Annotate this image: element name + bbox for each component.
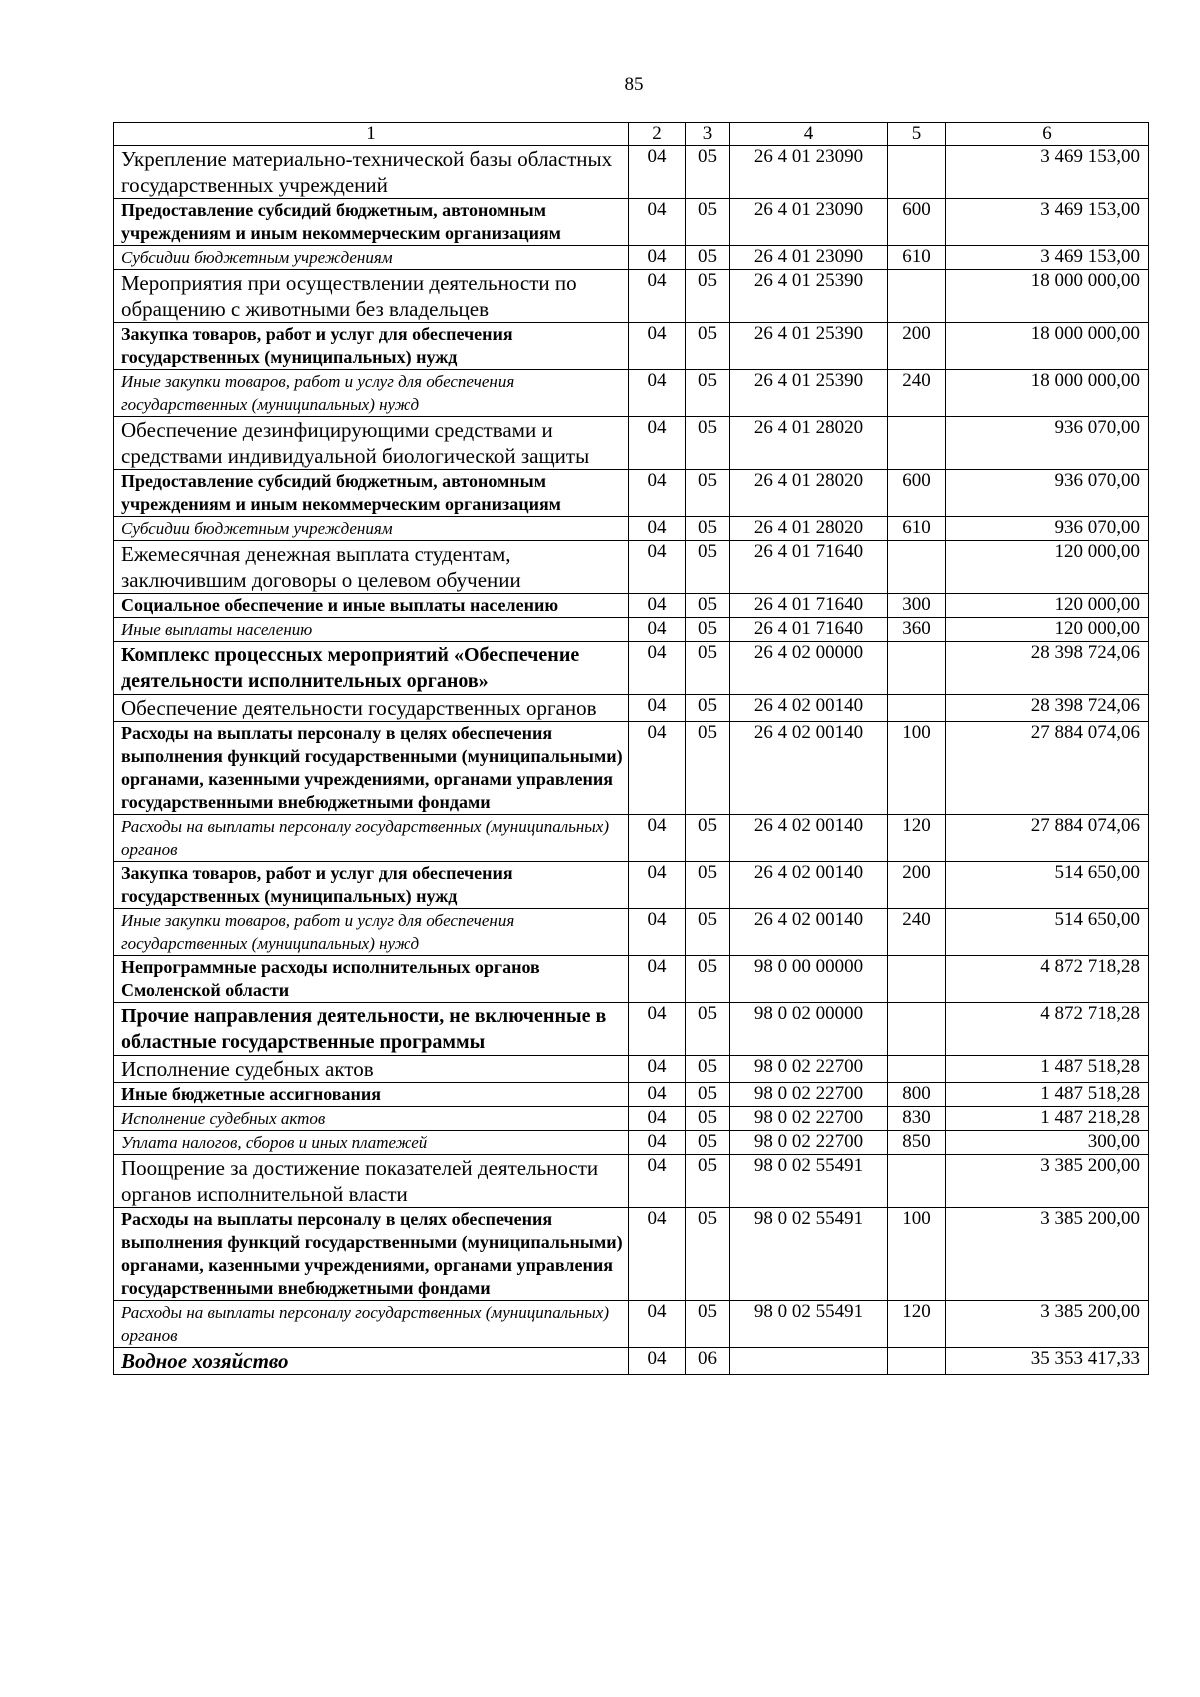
expense-type-cell: 120 bbox=[888, 1301, 946, 1348]
amount-cell: 514 650,00 bbox=[946, 909, 1149, 956]
amount-cell: 18 000 000,00 bbox=[946, 323, 1149, 370]
amount-cell: 4 872 718,28 bbox=[946, 956, 1149, 1003]
section-code-cell: 04 bbox=[629, 146, 686, 199]
amount-cell: 1 487 518,28 bbox=[946, 1083, 1149, 1107]
section-code-cell: 04 bbox=[629, 1131, 686, 1155]
subsection-code-cell: 05 bbox=[686, 417, 730, 470]
amount-cell: 35 353 417,33 bbox=[946, 1348, 1149, 1375]
amount-cell: 28 398 724,06 bbox=[946, 642, 1149, 695]
section-code-cell: 04 bbox=[629, 323, 686, 370]
target-article-cell: 26 4 02 00140 bbox=[730, 862, 888, 909]
row-name-cell: Исполнение судебных актов bbox=[114, 1056, 629, 1083]
row-name-cell: Водное хозяйство bbox=[114, 1348, 629, 1375]
table-row bbox=[114, 417, 1149, 470]
table-row bbox=[114, 517, 1149, 541]
target-article-cell: 98 0 02 22700 bbox=[730, 1107, 888, 1131]
section-code-cell: 04 bbox=[629, 470, 686, 517]
column-header: 3 bbox=[686, 123, 730, 146]
expense-type-cell: 610 bbox=[888, 517, 946, 541]
row-name-cell: Обеспечение дезинфицирующими средствами и средствами индивидуальной биологической защиты bbox=[114, 417, 629, 470]
expense-type-cell: 850 bbox=[888, 1131, 946, 1155]
table-row bbox=[114, 594, 1149, 618]
amount-cell: 4 872 718,28 bbox=[946, 1003, 1149, 1056]
expense-type-cell: 100 bbox=[888, 722, 946, 815]
section-code-cell: 04 bbox=[629, 246, 686, 270]
table-row bbox=[114, 642, 1149, 695]
section-code-cell: 04 bbox=[629, 1208, 686, 1301]
section-code-cell: 04 bbox=[629, 541, 686, 594]
target-article-cell: 26 4 01 23090 bbox=[730, 199, 888, 246]
section-code-cell: 04 bbox=[629, 1107, 686, 1131]
expense-type-cell: 300 bbox=[888, 594, 946, 618]
subsection-code-cell: 05 bbox=[686, 541, 730, 594]
table-row bbox=[114, 722, 1149, 815]
subsection-code-cell: 05 bbox=[686, 618, 730, 642]
target-article-cell: 98 0 02 55491 bbox=[730, 1208, 888, 1301]
table-row bbox=[114, 199, 1149, 246]
expense-type-cell bbox=[888, 956, 946, 1003]
expense-type-cell: 830 bbox=[888, 1107, 946, 1131]
section-code-cell: 04 bbox=[629, 722, 686, 815]
target-article-cell: 98 0 02 55491 bbox=[730, 1301, 888, 1348]
subsection-code-cell: 05 bbox=[686, 956, 730, 1003]
target-article-cell: 26 4 01 71640 bbox=[730, 618, 888, 642]
subsection-code-cell: 05 bbox=[686, 1301, 730, 1348]
target-article-cell: 98 0 02 55491 bbox=[730, 1155, 888, 1208]
target-article-cell: 98 0 02 22700 bbox=[730, 1083, 888, 1107]
column-header: 1 bbox=[114, 123, 629, 146]
amount-cell: 936 070,00 bbox=[946, 517, 1149, 541]
row-name-cell: Субсидии бюджетным учреждениям bbox=[114, 517, 629, 541]
subsection-code-cell: 05 bbox=[686, 199, 730, 246]
subsection-code-cell: 05 bbox=[686, 642, 730, 695]
subsection-code-cell: 05 bbox=[686, 1208, 730, 1301]
table-row bbox=[114, 541, 1149, 594]
expense-type-cell bbox=[888, 1003, 946, 1056]
row-name-cell: Иные выплаты населению bbox=[114, 618, 629, 642]
row-name-cell: Прочие направления деятельности, не включенные в областные государственные программы bbox=[114, 1003, 629, 1056]
amount-cell: 18 000 000,00 bbox=[946, 370, 1149, 417]
row-name-cell: Предоставление субсидий бюджетным, автономным учреждениям и иным некоммерческим организациям bbox=[114, 199, 629, 246]
subsection-code-cell: 05 bbox=[686, 1056, 730, 1083]
expense-type-cell bbox=[888, 642, 946, 695]
section-code-cell: 04 bbox=[629, 1003, 686, 1056]
subsection-code-cell: 06 bbox=[686, 1348, 730, 1375]
row-name-cell: Обеспечение деятельности государственных органов bbox=[114, 695, 629, 722]
amount-cell: 3 385 200,00 bbox=[946, 1155, 1149, 1208]
subsection-code-cell: 05 bbox=[686, 1131, 730, 1155]
table-row bbox=[114, 1208, 1149, 1301]
amount-cell: 1 487 518,28 bbox=[946, 1056, 1149, 1083]
subsection-code-cell: 05 bbox=[686, 594, 730, 618]
row-name-cell: Расходы на выплаты персоналу в целях обеспечения выполнения функций государственными (муниципальными) органами, казенными учреждениями, органами управления государственными внебюджетными фондами bbox=[114, 722, 629, 815]
target-article-cell: 26 4 01 71640 bbox=[730, 594, 888, 618]
subsection-code-cell: 05 bbox=[686, 1083, 730, 1107]
section-code-cell: 04 bbox=[629, 909, 686, 956]
section-code-cell: 04 bbox=[629, 417, 686, 470]
table-row bbox=[114, 956, 1149, 1003]
table-row bbox=[114, 270, 1149, 323]
section-code-cell: 04 bbox=[629, 1155, 686, 1208]
expense-type-cell: 120 bbox=[888, 815, 946, 862]
subsection-code-cell: 05 bbox=[686, 695, 730, 722]
target-article-cell: 26 4 01 28020 bbox=[730, 470, 888, 517]
expense-type-cell bbox=[888, 541, 946, 594]
amount-cell: 120 000,00 bbox=[946, 541, 1149, 594]
amount-cell: 3 385 200,00 bbox=[946, 1301, 1149, 1348]
subsection-code-cell: 05 bbox=[686, 270, 730, 323]
amount-cell: 514 650,00 bbox=[946, 862, 1149, 909]
table-row bbox=[114, 370, 1149, 417]
target-article-cell: 98 0 02 22700 bbox=[730, 1131, 888, 1155]
section-code-cell: 04 bbox=[629, 815, 686, 862]
subsection-code-cell: 05 bbox=[686, 862, 730, 909]
section-code-cell: 04 bbox=[629, 594, 686, 618]
row-name-cell: Исполнение судебных актов bbox=[114, 1107, 629, 1131]
table-row bbox=[114, 815, 1149, 862]
row-name-cell: Иные закупки товаров, работ и услуг для обеспечения государственных (муниципальных) нужд bbox=[114, 909, 629, 956]
row-name-cell: Расходы на выплаты персоналу государственных (муниципальных) органов bbox=[114, 815, 629, 862]
column-header: 2 bbox=[629, 123, 686, 146]
amount-cell: 18 000 000,00 bbox=[946, 270, 1149, 323]
target-article-cell: 26 4 02 00140 bbox=[730, 909, 888, 956]
expense-type-cell: 200 bbox=[888, 323, 946, 370]
target-article-cell: 98 0 02 22700 bbox=[730, 1056, 888, 1083]
subsection-code-cell: 05 bbox=[686, 909, 730, 956]
table-row bbox=[114, 1083, 1149, 1107]
section-code-cell: 04 bbox=[629, 517, 686, 541]
target-article-cell: 26 4 02 00140 bbox=[730, 722, 888, 815]
subsection-code-cell: 05 bbox=[686, 146, 730, 199]
subsection-code-cell: 05 bbox=[686, 370, 730, 417]
expense-type-cell: 240 bbox=[888, 909, 946, 956]
expense-type-cell bbox=[888, 146, 946, 199]
target-article-cell: 26 4 01 28020 bbox=[730, 417, 888, 470]
table-header-row bbox=[114, 123, 1149, 146]
row-name-cell: Иные закупки товаров, работ и услуг для обеспечения государственных (муниципальных) нужд bbox=[114, 370, 629, 417]
target-article-cell: 26 4 01 28020 bbox=[730, 517, 888, 541]
section-code-cell: 04 bbox=[629, 1348, 686, 1375]
target-article-cell: 98 0 00 00000 bbox=[730, 956, 888, 1003]
amount-cell: 120 000,00 bbox=[946, 594, 1149, 618]
row-name-cell: Уплата налогов, сборов и иных платежей bbox=[114, 1131, 629, 1155]
subsection-code-cell: 05 bbox=[686, 1155, 730, 1208]
target-article-cell: 26 4 02 00000 bbox=[730, 642, 888, 695]
expense-type-cell: 200 bbox=[888, 862, 946, 909]
row-name-cell: Мероприятия при осуществлении деятельности по обращению с животными без владельцев bbox=[114, 270, 629, 323]
row-name-cell: Поощрение за достижение показателей деятельности органов исполнительной власти bbox=[114, 1155, 629, 1208]
target-article-cell: 26 4 01 25390 bbox=[730, 323, 888, 370]
subsection-code-cell: 05 bbox=[686, 1107, 730, 1131]
section-code-cell: 04 bbox=[629, 199, 686, 246]
section-code-cell: 04 bbox=[629, 618, 686, 642]
target-article-cell: 98 0 02 00000 bbox=[730, 1003, 888, 1056]
amount-cell: 936 070,00 bbox=[946, 417, 1149, 470]
column-header: 5 bbox=[888, 123, 946, 146]
row-name-cell: Расходы на выплаты персоналу государственных (муниципальных) органов bbox=[114, 1301, 629, 1348]
amount-cell: 28 398 724,06 bbox=[946, 695, 1149, 722]
section-code-cell: 04 bbox=[629, 270, 686, 323]
row-name-cell: Непрограммные расходы исполнительных органов Смоленской области bbox=[114, 956, 629, 1003]
table-row bbox=[114, 246, 1149, 270]
amount-cell: 3 469 153,00 bbox=[946, 146, 1149, 199]
target-article-cell bbox=[730, 1348, 888, 1375]
column-header: 4 bbox=[730, 123, 888, 146]
amount-cell: 3 469 153,00 bbox=[946, 199, 1149, 246]
table-row bbox=[114, 146, 1149, 199]
amount-cell: 3 469 153,00 bbox=[946, 246, 1149, 270]
subsection-code-cell: 05 bbox=[686, 1003, 730, 1056]
table-row bbox=[114, 1003, 1149, 1056]
table-row bbox=[114, 1107, 1149, 1131]
section-code-cell: 04 bbox=[629, 642, 686, 695]
amount-cell: 27 884 074,06 bbox=[946, 722, 1149, 815]
table-row bbox=[114, 1056, 1149, 1083]
subsection-code-cell: 05 bbox=[686, 815, 730, 862]
column-header: 6 bbox=[946, 123, 1149, 146]
expense-type-cell: 600 bbox=[888, 470, 946, 517]
subsection-code-cell: 05 bbox=[686, 246, 730, 270]
row-name-cell: Предоставление субсидий бюджетным, автономным учреждениям и иным некоммерческим организациям bbox=[114, 470, 629, 517]
target-article-cell: 26 4 01 71640 bbox=[730, 541, 888, 594]
row-name-cell: Ежемесячная денежная выплата студентам, заключившим договоры о целевом обучении bbox=[114, 541, 629, 594]
row-name-cell: Социальное обеспечение и иные выплаты населению bbox=[114, 594, 629, 618]
expense-type-cell bbox=[888, 1348, 946, 1375]
table-row bbox=[114, 695, 1149, 722]
section-code-cell: 04 bbox=[629, 695, 686, 722]
row-name-cell: Укрепление материально-технической базы областных государственных учреждений bbox=[114, 146, 629, 199]
row-name-cell: Иные бюджетные ассигнования bbox=[114, 1083, 629, 1107]
amount-cell: 120 000,00 bbox=[946, 618, 1149, 642]
expense-type-cell bbox=[888, 417, 946, 470]
table-row bbox=[114, 1155, 1149, 1208]
expense-type-cell bbox=[888, 270, 946, 323]
expense-type-cell: 360 bbox=[888, 618, 946, 642]
section-code-cell: 04 bbox=[629, 862, 686, 909]
target-article-cell: 26 4 01 25390 bbox=[730, 270, 888, 323]
expense-type-cell bbox=[888, 1056, 946, 1083]
subsection-code-cell: 05 bbox=[686, 470, 730, 517]
table-row bbox=[114, 862, 1149, 909]
subsection-code-cell: 05 bbox=[686, 323, 730, 370]
amount-cell: 1 487 218,28 bbox=[946, 1107, 1149, 1131]
amount-cell: 300,00 bbox=[946, 1131, 1149, 1155]
table-row bbox=[114, 618, 1149, 642]
expense-type-cell: 610 bbox=[888, 246, 946, 270]
section-code-cell: 04 bbox=[629, 1301, 686, 1348]
amount-cell: 936 070,00 bbox=[946, 470, 1149, 517]
target-article-cell: 26 4 01 23090 bbox=[730, 146, 888, 199]
row-name-cell: Закупка товаров, работ и услуг для обеспечения государственных (муниципальных) нужд bbox=[114, 323, 629, 370]
table-row bbox=[114, 1301, 1149, 1348]
row-name-cell: Субсидии бюджетным учреждениям bbox=[114, 246, 629, 270]
expense-type-cell: 800 bbox=[888, 1083, 946, 1107]
section-code-cell: 04 bbox=[629, 1083, 686, 1107]
table-row bbox=[114, 1131, 1149, 1155]
expense-type-cell: 240 bbox=[888, 370, 946, 417]
section-code-cell: 04 bbox=[629, 370, 686, 417]
row-name-cell: Закупка товаров, работ и услуг для обеспечения государственных (муниципальных) нужд bbox=[114, 862, 629, 909]
expense-type-cell: 600 bbox=[888, 199, 946, 246]
target-article-cell: 26 4 02 00140 bbox=[730, 815, 888, 862]
target-article-cell: 26 4 02 00140 bbox=[730, 695, 888, 722]
expense-type-cell bbox=[888, 695, 946, 722]
amount-cell: 27 884 074,06 bbox=[946, 815, 1149, 862]
expense-type-cell bbox=[888, 1155, 946, 1208]
budget-table bbox=[113, 122, 1149, 1375]
table-row bbox=[114, 323, 1149, 370]
page-number: 85 bbox=[624, 74, 644, 95]
section-code-cell: 04 bbox=[629, 1056, 686, 1083]
section-code-cell: 04 bbox=[629, 956, 686, 1003]
target-article-cell: 26 4 01 23090 bbox=[730, 246, 888, 270]
table-row bbox=[114, 470, 1149, 517]
row-name-cell: Расходы на выплаты персоналу в целях обеспечения выполнения функций государственными (муниципальными) органами, казенными учреждениями, органами управления государственными внебюджетными фондами bbox=[114, 1208, 629, 1301]
target-article-cell: 26 4 01 25390 bbox=[730, 370, 888, 417]
expense-type-cell: 100 bbox=[888, 1208, 946, 1301]
row-name-cell: Комплекс процессных мероприятий «Обеспечение деятельности исполнительных органов» bbox=[114, 642, 629, 695]
subsection-code-cell: 05 bbox=[686, 722, 730, 815]
subsection-code-cell: 05 bbox=[686, 517, 730, 541]
table-row bbox=[114, 1348, 1149, 1375]
table-row bbox=[114, 909, 1149, 956]
amount-cell: 3 385 200,00 bbox=[946, 1208, 1149, 1301]
